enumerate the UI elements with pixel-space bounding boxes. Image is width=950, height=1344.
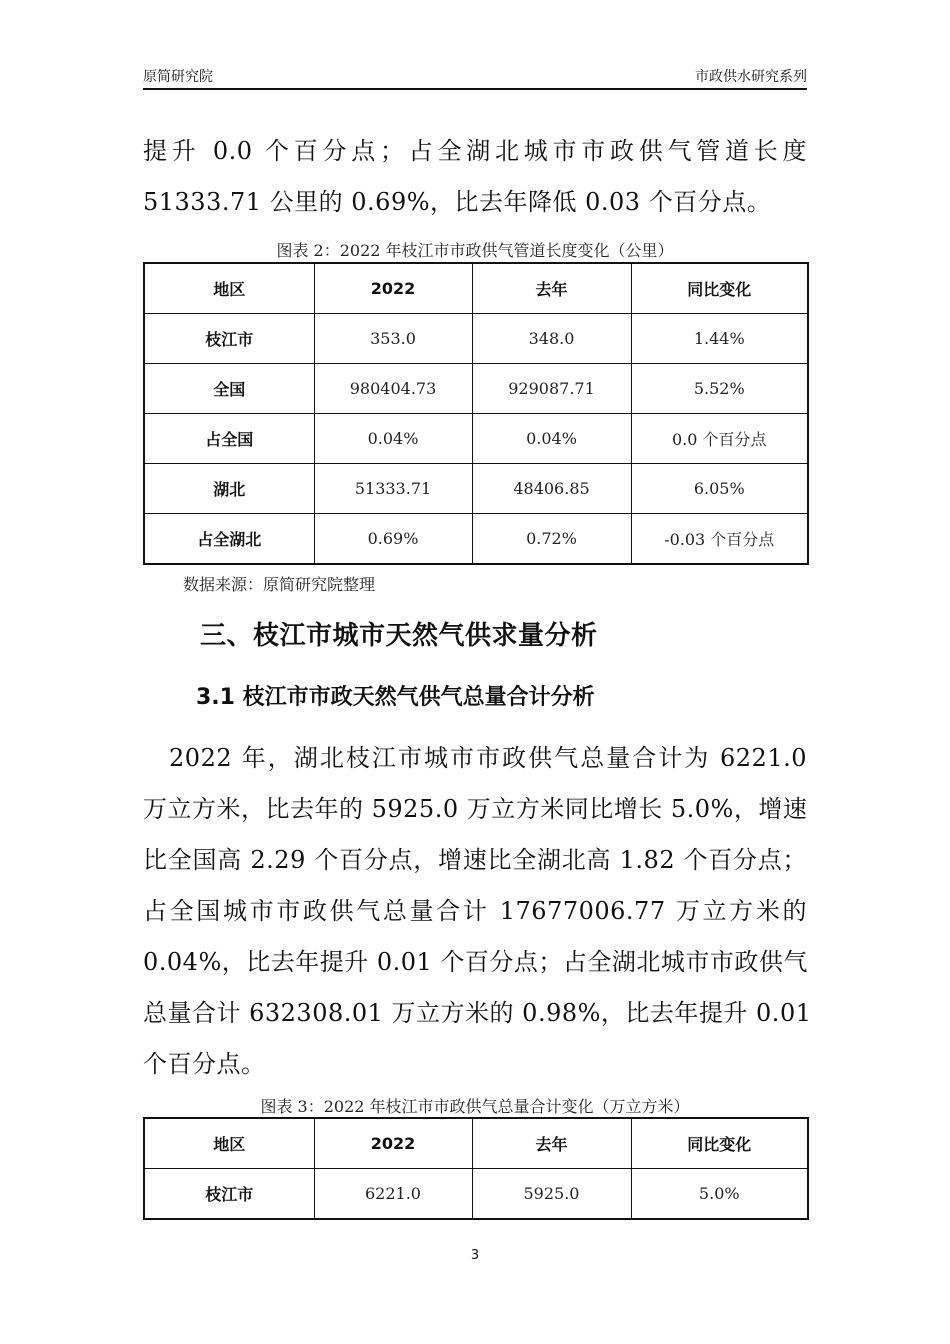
paragraph-line: 占全国城市市政供气总量合计 17677006.77 万立方米的: [143, 897, 807, 925]
paragraph-line: 万立方米，比去年的 5925.0 万立方米同比增长 5.0%，增速: [143, 795, 808, 823]
section-heading: 三、枝江市城市天然气供求量分析: [200, 621, 598, 651]
paragraph-line: 个百分点。: [143, 1050, 266, 1078]
cell-2022: 0.04%: [314, 414, 472, 464]
cell-yoy-change: 5.52%: [631, 364, 808, 414]
cell-last-year: 5925.0: [472, 1169, 631, 1220]
table-header-row: [144, 263, 808, 314]
cell-last-year: 48406.85: [472, 464, 631, 514]
table-row: [144, 314, 808, 364]
column-header-region: 地区: [144, 263, 314, 314]
paragraph-line: 比全国高 2.29 个百分点，增速比全湖北高 1.82 个百分点；: [143, 846, 807, 874]
table-header-row: [144, 1118, 808, 1169]
cell-yoy-change: 6.05%: [631, 464, 808, 514]
table-row: [144, 414, 808, 464]
paragraph-line: 总量合计 632308.01 万立方米的 0.98%，比去年提升 0.01: [143, 999, 812, 1027]
paragraph-line: 51333.71 公里的 0.69%，比去年降低 0.03 个百分点。: [143, 188, 772, 216]
column-header-last-year: 去年: [472, 263, 631, 314]
cell-region: 全国: [144, 364, 314, 414]
page-header: [143, 66, 807, 90]
cell-yoy-change: 0.0 个百分点: [631, 414, 808, 464]
cell-last-year: 348.0: [472, 314, 631, 364]
body-paragraph: [143, 733, 812, 1090]
paragraph-line: 2022 年，湖北枝江市城市市政供气总量合计为 6221.0: [143, 744, 807, 772]
cell-2022: 0.69%: [314, 514, 472, 565]
cell-2022: 353.0: [314, 314, 472, 364]
header-series-name: 市政供水研究系列: [695, 69, 807, 85]
cell-2022: 980404.73: [314, 364, 472, 414]
table-row: [144, 464, 808, 514]
table-row: [144, 1169, 808, 1220]
cell-region: 占全湖北: [144, 514, 314, 565]
cell-region: 湖北: [144, 464, 314, 514]
cell-2022: 6221.0: [314, 1169, 472, 1220]
cell-last-year: 0.72%: [472, 514, 631, 565]
paragraph-line: 提升 0.0 个百分点；占全湖北城市市政供气管道长度: [143, 137, 807, 165]
column-header-2022: 2022: [314, 1118, 472, 1169]
table2-pipeline-length: [143, 262, 809, 565]
column-header-yoy-change: 同比变化: [631, 263, 808, 314]
cell-region: 占全国: [144, 414, 314, 464]
column-header-2022: 2022: [314, 263, 472, 314]
table-row: [144, 364, 808, 414]
cell-last-year: 929087.71: [472, 364, 631, 414]
subsection-heading: 3.1 枝江市市政天然气供气总量合计分析: [196, 685, 595, 710]
table2-caption: 图表 2：2022 年枝江市市政供气管道长度变化（公里）: [276, 241, 674, 260]
page-number: 3: [470, 1248, 480, 1263]
table2-source-note: 数据来源：原简研究院整理: [183, 575, 376, 594]
cell-last-year: 0.04%: [472, 414, 631, 464]
paragraph-line: 0.04%，比去年提升 0.01 个百分点；占全湖北城市市政供气: [143, 948, 808, 976]
cell-yoy-change: 5.0%: [631, 1169, 808, 1220]
table3-caption: 图表 3：2022 年枝江市市政供气总量合计变化（万立方米）: [260, 1097, 690, 1116]
intro-paragraph: [143, 126, 807, 228]
column-header-region: 地区: [144, 1118, 314, 1169]
header-org-name: 原简研究院: [143, 69, 213, 85]
cell-yoy-change: -0.03 个百分点: [631, 514, 808, 565]
cell-yoy-change: 1.44%: [631, 314, 808, 364]
cell-2022: 51333.71: [314, 464, 472, 514]
column-header-yoy-change: 同比变化: [631, 1118, 808, 1169]
table-row: [144, 514, 808, 565]
cell-region: 枝江市: [144, 1169, 314, 1220]
table3-gas-supply-total: [143, 1117, 809, 1220]
column-header-last-year: 去年: [472, 1118, 631, 1169]
cell-region: 枝江市: [144, 314, 314, 364]
